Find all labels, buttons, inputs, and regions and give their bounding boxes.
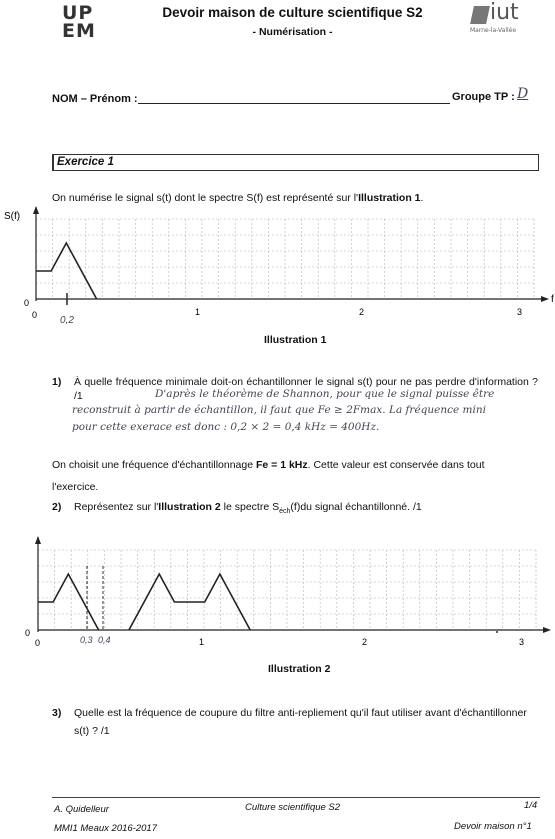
illustration-2-tick-3: 3 [519,637,525,647]
illustration-2-hw-label-2: 0,4 [98,635,111,645]
footer-page: 1/4 [524,800,538,811]
illustration-2-hw-label-1: 0,3 [80,635,93,645]
illustration-2-x-arrow [543,627,551,633]
document-subtitle: - Numérisation - [252,26,333,38]
nom-label: NOM – Prénom : [52,93,138,105]
document-title: Devoir maison de culture scientifique S2 [162,5,423,20]
groupe-label: Groupe TP : [452,91,515,103]
illustration-2-dot [496,631,498,633]
illustration-1-x-arrow [541,296,549,302]
illustration-2-tick-1: 1 [199,637,205,647]
exercise-title-box [52,154,539,171]
upem-logo-line2: EM [62,20,96,42]
illustration-2-caption: Illustration 2 [268,663,331,675]
illustration-2-chart [0,533,555,653]
illustration-1-hw-label: 0,2 [60,315,74,325]
q1-answer-line-1[interactable]: D'après le théorème de Shannon, pour que le signal puisse être [155,388,495,400]
q1-number: 1) [52,376,62,388]
illustration-2-series-2 [129,574,190,630]
illustration-1-y-arrow [33,206,39,214]
q3-text-line2: s(t) ? /1 [74,725,110,737]
footer-class: MMI1 Meaux 2016-2017 [54,823,157,834]
illustration-2-origin-y: 0 [25,628,31,638]
fe-statement: On choisit une fréquence d'échantillonnage Fe = 1 kHz. Cette valeur est conservée dans tout [52,459,485,471]
iut-logo-mark [470,6,490,24]
q3-text-line1: Quelle est la fréquence de coupure du filtre anti-repliement qu'il faut utiliser avant d'échantillonner [74,707,527,719]
fe-statement-line2: l'exercice. [52,481,99,493]
q1-text: À quelle fréquence minimale doit-on échantillonner le signal s(t) pour ne pas perdre d'information ? /1 [74,376,538,402]
exercise-intro: On numérise le signal s(t) dont le spectre S(f) est représenté sur l'Illustration 1. [52,192,424,204]
iut-logo-text: iut [490,0,519,25]
illustration-2-tick-2: 2 [362,637,368,647]
q2-number: 2) [52,501,62,513]
iut-logo-subtext: Marne-la-Vallée [470,27,517,34]
footer-rule [52,797,540,798]
illustration-2-spectrum-lines [38,574,250,630]
exercise-title: Exercice 1 [57,156,114,168]
illustration-1-caption: Illustration 1 [264,334,327,346]
illustration-1-xlabel: f [551,294,554,305]
illustration-1-ylabel: S(f) [4,211,21,222]
illustration-1-spectrum-line [36,243,97,299]
upem-logo [62,4,104,42]
illustration-1-tick-3: 3 [517,307,523,317]
iut-logo [470,2,534,38]
nom-field-line[interactable] [138,103,450,104]
illustration-2-series-3 [190,574,251,630]
illustration-2-grid [38,550,536,630]
illustration-1-origin-y: 0 [24,298,30,308]
footer-course: Culture scientifique S2 [245,802,341,813]
illustration-1-grid [36,219,534,299]
illustration-2-y-arrow [35,536,41,544]
illustration-2-series-1 [38,574,99,630]
illustration-1-tick-1: 1 [195,307,201,317]
q2-text: Représentez sur l'Illustration 2 le spectre $S_{éch}(f)du$ signal échantillonné. /1 [74,501,422,516]
illustration-2-origin-x: 0 [35,638,41,648]
groupe-value[interactable]: D [517,86,529,102]
illustration-1-tick-2: 2 [359,307,365,317]
footer-doc: Devoir maison n°1 [454,821,532,832]
q3-number: 3) [52,707,62,719]
q1-answer-line-2[interactable]: reconstruit à partir de échantillon, il faut que Fe ≥ 2Fmax. La fréquence mini [72,404,486,416]
q1-answer-line-3[interactable]: pour cette exerace est donc : 0,2 × 2 = 0,4 kHz = 400Hz. [72,421,380,433]
illustration-1-origin-x: 0 [32,310,38,320]
footer-author: A. Quidelleur [54,804,109,815]
upem-logo-line1: UP [62,2,94,24]
illustration-1-chart [0,205,555,325]
